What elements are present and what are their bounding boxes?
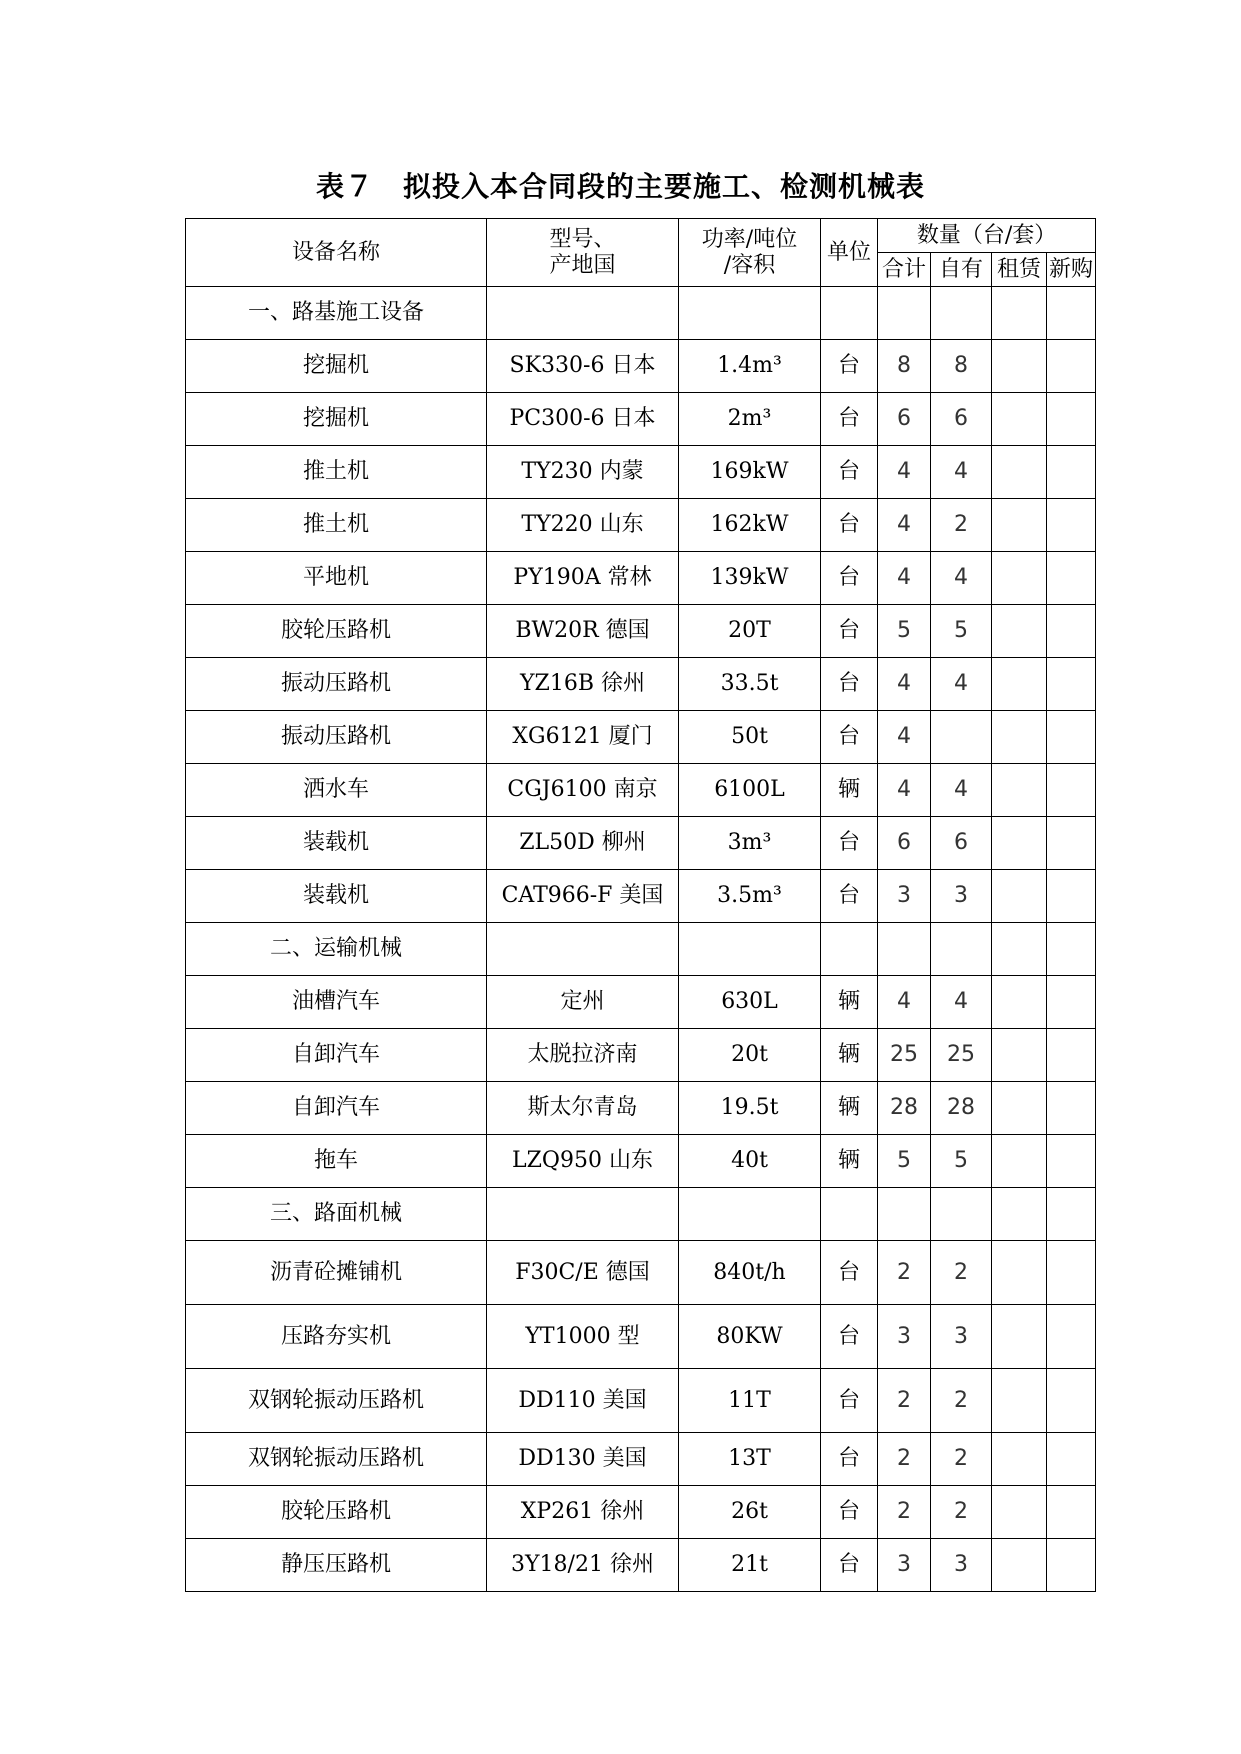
cell-unit: 台 [821, 605, 878, 658]
cell-model-origin: DD110 美国 [487, 1369, 679, 1433]
cell-equipment-name: 振动压路机 [186, 658, 487, 711]
cell-power: 21t [679, 1539, 821, 1592]
cell-rent [992, 287, 1047, 340]
table-row [186, 499, 1096, 552]
cell-new [1047, 1433, 1096, 1486]
cell-power: 139kW [679, 552, 821, 605]
section-title: 二、运输机械 [186, 923, 487, 976]
cell-own: 6 [931, 817, 992, 870]
page-title: 表７ 拟投入本合同段的主要施工、检测机械表 [315, 170, 925, 203]
cell-rent [992, 923, 1047, 976]
cell-equipment-name: 装载机 [186, 817, 487, 870]
header-model-line1: 型号、 [549, 227, 616, 253]
cell-model-origin: BW20R 德国 [487, 605, 679, 658]
cell-power: 169kW [679, 446, 821, 499]
cell-total: 8 [878, 340, 931, 393]
cell-new [1047, 1135, 1096, 1188]
cell-rent [992, 976, 1047, 1029]
cell-rent [992, 1029, 1047, 1082]
cell-total: 4 [878, 658, 931, 711]
cell-own: 2 [931, 1241, 992, 1305]
cell-model-origin: PY190A 常林 [487, 552, 679, 605]
cell-total: 4 [878, 976, 931, 1029]
table-row [186, 1135, 1096, 1188]
cell-model-origin: CGJ6100 南京 [487, 764, 679, 817]
cell-unit [821, 923, 878, 976]
cell-power: 840t/h [679, 1241, 821, 1305]
table-row [186, 1486, 1096, 1539]
cell-new [1047, 870, 1096, 923]
cell-equipment-name: 胶轮压路机 [186, 1486, 487, 1539]
cell-rent [992, 1486, 1047, 1539]
section-title: 一、路基施工设备 [186, 287, 487, 340]
header-total: 合计 [878, 253, 931, 287]
cell-new [1047, 1305, 1096, 1369]
cell-model-origin: TY230 内蒙 [487, 446, 679, 499]
cell-total: 6 [878, 817, 931, 870]
cell-new [1047, 393, 1096, 446]
cell-rent [992, 1188, 1047, 1241]
cell-total: 3 [878, 1305, 931, 1369]
cell-unit [821, 287, 878, 340]
cell-own: 5 [931, 1135, 992, 1188]
section-row [186, 1188, 1096, 1241]
cell-unit: 台 [821, 552, 878, 605]
cell-power: 3m³ [679, 817, 821, 870]
cell-own: 8 [931, 340, 992, 393]
cell-new [1047, 1188, 1096, 1241]
cell-total: 4 [878, 446, 931, 499]
cell-equipment-name: 推土机 [186, 499, 487, 552]
cell-equipment-name: 挖掘机 [186, 393, 487, 446]
cell-unit: 台 [821, 446, 878, 499]
cell-equipment-name: 胶轮压路机 [186, 605, 487, 658]
cell-equipment-name: 装载机 [186, 870, 487, 923]
header-new: 新购 [1047, 253, 1096, 287]
cell-model-origin [487, 1188, 679, 1241]
cell-equipment-name: 沥青砼摊铺机 [186, 1241, 487, 1305]
table-row [186, 605, 1096, 658]
header-power-line1: 功率/吨位 [701, 227, 798, 253]
cell-new [1047, 1369, 1096, 1433]
cell-equipment-name: 平地机 [186, 552, 487, 605]
cell-new [1047, 711, 1096, 764]
cell-unit: 台 [821, 870, 878, 923]
cell-own [931, 923, 992, 976]
header-power-line2: /容积 [723, 252, 776, 278]
cell-total [878, 1188, 931, 1241]
table-row [186, 1082, 1096, 1135]
cell-rent [992, 1433, 1047, 1486]
cell-unit: 台 [821, 1241, 878, 1305]
cell-own: 4 [931, 764, 992, 817]
cell-rent [992, 605, 1047, 658]
cell-power: 20T [679, 605, 821, 658]
cell-unit: 台 [821, 1305, 878, 1369]
cell-model-origin: XP261 徐州 [487, 1486, 679, 1539]
cell-new [1047, 605, 1096, 658]
cell-power: 1.4m³ [679, 340, 821, 393]
cell-new [1047, 923, 1096, 976]
cell-rent [992, 1135, 1047, 1188]
cell-equipment-name: 静压压路机 [186, 1539, 487, 1592]
header-own: 自有 [931, 253, 992, 287]
header-quantity: 数量（台/套） [878, 219, 1096, 253]
cell-model-origin: CAT966-F 美国 [487, 870, 679, 923]
cell-model-origin: SK330-6 日本 [487, 340, 679, 393]
cell-total: 3 [878, 1539, 931, 1592]
cell-new [1047, 1082, 1096, 1135]
cell-own: 4 [931, 446, 992, 499]
header-model-line2: 产地国 [549, 252, 616, 278]
cell-equipment-name: 振动压路机 [186, 711, 487, 764]
cell-unit: 台 [821, 1539, 878, 1592]
table-row [186, 1241, 1096, 1305]
cell-own [931, 287, 992, 340]
header-model-origin [487, 219, 679, 287]
cell-rent [992, 1305, 1047, 1369]
cell-total: 5 [878, 1135, 931, 1188]
cell-new [1047, 446, 1096, 499]
cell-rent [992, 1082, 1047, 1135]
cell-own: 3 [931, 1539, 992, 1592]
cell-unit: 台 [821, 340, 878, 393]
table-body [186, 287, 1096, 1592]
cell-rent [992, 870, 1047, 923]
cell-unit: 辆 [821, 976, 878, 1029]
cell-own: 2 [931, 1486, 992, 1539]
cell-rent [992, 446, 1047, 499]
cell-total [878, 923, 931, 976]
table-header [186, 219, 1096, 287]
cell-own: 4 [931, 658, 992, 711]
cell-total: 4 [878, 764, 931, 817]
cell-own: 2 [931, 1433, 992, 1486]
cell-equipment-name: 油槽汽车 [186, 976, 487, 1029]
cell-rent [992, 393, 1047, 446]
table-row [186, 976, 1096, 1029]
cell-own: 25 [931, 1029, 992, 1082]
cell-total: 2 [878, 1433, 931, 1486]
cell-power: 6100L [679, 764, 821, 817]
header-power-capacity [679, 219, 821, 287]
cell-power: 80KW [679, 1305, 821, 1369]
cell-equipment-name: 拖车 [186, 1135, 487, 1188]
cell-model-origin: 定州 [487, 976, 679, 1029]
cell-power: 19.5t [679, 1082, 821, 1135]
cell-power [679, 923, 821, 976]
cell-own: 4 [931, 552, 992, 605]
cell-unit: 台 [821, 393, 878, 446]
table-row [186, 552, 1096, 605]
cell-model-origin: 斯太尔青岛 [487, 1082, 679, 1135]
cell-total: 4 [878, 711, 931, 764]
cell-equipment-name: 压路夯实机 [186, 1305, 487, 1369]
cell-unit: 辆 [821, 1135, 878, 1188]
table-row [186, 393, 1096, 446]
table-row [186, 1369, 1096, 1433]
cell-power: 3.5m³ [679, 870, 821, 923]
cell-model-origin: LZQ950 山东 [487, 1135, 679, 1188]
cell-rent [992, 1241, 1047, 1305]
cell-rent [992, 711, 1047, 764]
cell-rent [992, 499, 1047, 552]
cell-equipment-name: 自卸汽车 [186, 1082, 487, 1135]
cell-own [931, 711, 992, 764]
cell-power: 11T [679, 1369, 821, 1433]
cell-own: 5 [931, 605, 992, 658]
cell-new [1047, 1539, 1096, 1592]
cell-rent [992, 340, 1047, 393]
cell-own: 3 [931, 870, 992, 923]
cell-model-origin: YZ16B 徐州 [487, 658, 679, 711]
cell-total: 2 [878, 1241, 931, 1305]
cell-new [1047, 976, 1096, 1029]
cell-total: 4 [878, 499, 931, 552]
cell-unit: 台 [821, 658, 878, 711]
section-row [186, 923, 1096, 976]
cell-new [1047, 1486, 1096, 1539]
cell-power [679, 287, 821, 340]
cell-model-origin: YT1000 型 [487, 1305, 679, 1369]
cell-own: 2 [931, 1369, 992, 1433]
table-row [186, 1029, 1096, 1082]
cell-power: 20t [679, 1029, 821, 1082]
cell-unit: 辆 [821, 1082, 878, 1135]
cell-power: 2m³ [679, 393, 821, 446]
cell-model-origin: XG6121 厦门 [487, 711, 679, 764]
cell-rent [992, 552, 1047, 605]
cell-equipment-name: 洒水车 [186, 764, 487, 817]
section-title: 三、路面机械 [186, 1188, 487, 1241]
cell-model-origin: 3Y18/21 徐州 [487, 1539, 679, 1592]
cell-own: 4 [931, 976, 992, 1029]
cell-unit: 辆 [821, 1029, 878, 1082]
cell-unit: 辆 [821, 764, 878, 817]
cell-rent [992, 1369, 1047, 1433]
cell-model-origin: 太脱拉济南 [487, 1029, 679, 1082]
cell-unit: 台 [821, 817, 878, 870]
cell-model-origin: F30C/E 德国 [487, 1241, 679, 1305]
cell-rent [992, 817, 1047, 870]
cell-total: 2 [878, 1486, 931, 1539]
cell-new [1047, 552, 1096, 605]
cell-new [1047, 287, 1096, 340]
cell-own: 3 [931, 1305, 992, 1369]
cell-unit: 台 [821, 499, 878, 552]
cell-power: 26t [679, 1486, 821, 1539]
table-row [186, 817, 1096, 870]
cell-equipment-name: 自卸汽车 [186, 1029, 487, 1082]
cell-new [1047, 764, 1096, 817]
table-row [186, 1539, 1096, 1592]
cell-total [878, 287, 931, 340]
table-row [186, 711, 1096, 764]
cell-new [1047, 817, 1096, 870]
cell-total: 28 [878, 1082, 931, 1135]
cell-total: 5 [878, 605, 931, 658]
header-rent: 租赁 [992, 253, 1047, 287]
cell-unit: 台 [821, 1486, 878, 1539]
cell-new [1047, 499, 1096, 552]
header-unit: 单位 [821, 219, 878, 287]
cell-equipment-name: 双钢轮振动压路机 [186, 1369, 487, 1433]
cell-own [931, 1188, 992, 1241]
cell-total: 3 [878, 870, 931, 923]
table-row [186, 1305, 1096, 1369]
table-row [186, 446, 1096, 499]
cell-equipment-name: 推土机 [186, 446, 487, 499]
cell-equipment-name: 双钢轮振动压路机 [186, 1433, 487, 1486]
cell-power: 50t [679, 711, 821, 764]
cell-total: 2 [878, 1369, 931, 1433]
cell-unit [821, 1188, 878, 1241]
cell-equipment-name: 挖掘机 [186, 340, 487, 393]
cell-new [1047, 658, 1096, 711]
cell-power: 40t [679, 1135, 821, 1188]
section-row [186, 287, 1096, 340]
table-row [186, 870, 1096, 923]
cell-own: 2 [931, 499, 992, 552]
cell-power: 33.5t [679, 658, 821, 711]
cell-model-origin: ZL50D 柳州 [487, 817, 679, 870]
cell-unit: 台 [821, 1369, 878, 1433]
cell-rent [992, 764, 1047, 817]
cell-power: 13T [679, 1433, 821, 1486]
cell-power: 162kW [679, 499, 821, 552]
cell-own: 6 [931, 393, 992, 446]
cell-total: 6 [878, 393, 931, 446]
cell-model-origin: TY220 山东 [487, 499, 679, 552]
equipment-table [185, 218, 1096, 1592]
cell-unit: 台 [821, 1433, 878, 1486]
table-row [186, 340, 1096, 393]
cell-new [1047, 1029, 1096, 1082]
cell-model-origin: PC300-6 日本 [487, 393, 679, 446]
table-row [186, 658, 1096, 711]
cell-rent [992, 658, 1047, 711]
cell-new [1047, 340, 1096, 393]
cell-model-origin [487, 923, 679, 976]
header-equipment-name: 设备名称 [186, 219, 487, 287]
cell-unit: 台 [821, 711, 878, 764]
cell-model-origin: DD130 美国 [487, 1433, 679, 1486]
cell-new [1047, 1241, 1096, 1305]
cell-power: 630L [679, 976, 821, 1029]
cell-own: 28 [931, 1082, 992, 1135]
cell-total: 4 [878, 552, 931, 605]
table-row [186, 1433, 1096, 1486]
cell-rent [992, 1539, 1047, 1592]
table-row [186, 764, 1096, 817]
cell-model-origin [487, 287, 679, 340]
cell-power [679, 1188, 821, 1241]
cell-total: 25 [878, 1029, 931, 1082]
